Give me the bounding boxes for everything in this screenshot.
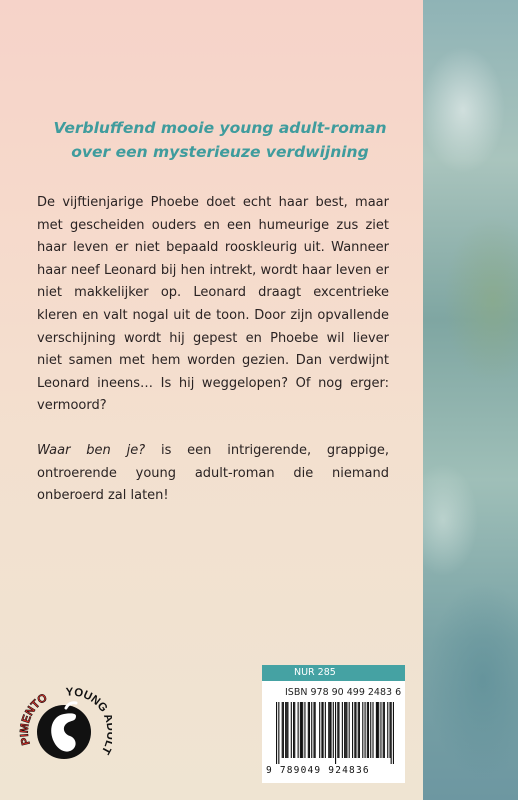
- tagline-line-2: over een mysterieuze verdwijning: [71, 143, 369, 161]
- pimento-young-adult-logo: [16, 684, 112, 780]
- barcode-bar: [315, 702, 316, 758]
- book-title: Waar ben je?: [37, 442, 146, 458]
- barcode-bar: [359, 702, 360, 758]
- barcode-bar: [325, 702, 326, 758]
- barcode-bar: [282, 702, 283, 758]
- barcode-bar: [308, 702, 309, 758]
- barcode-bar: [329, 702, 330, 758]
- barcode-bar: [365, 702, 366, 758]
- barcode-bar: [358, 702, 359, 758]
- barcode-bar: [335, 702, 336, 764]
- barcode-bar: [344, 702, 345, 758]
- barcode-bar: [355, 702, 356, 758]
- barcode-bar: [383, 702, 384, 758]
- barcode-bar: [345, 702, 346, 758]
- blurb: [37, 192, 389, 508]
- barcode-bar: [378, 702, 379, 758]
- barcode-bar: [368, 702, 369, 758]
- barcode-bar: [278, 702, 279, 764]
- blurb-paragraph-1: De vijftienjarige Phoebe doet echt haar best, maar met gescheiden ouders en een humeurige zus ziet haar leven er niet bepaald rooskleurig uit. Wanneer haar neef Leonard bij hen intrekt, wordt haar leven er niet makkelijker op. Leonard draagt excentrieke kleren en valt nogal uit de toon. Door zijn opvallende verschijning wordt hij gepest en Phoebe wil liever niet samen met hem worden gezien. Dan verdwijnt Leonard ineens… Is hij weggelopen? Of nog erger: vermoord?: [37, 195, 389, 414]
- barcode-bar: [328, 702, 329, 758]
- isbn-label: ISBN 978 90 499 2483 6: [285, 687, 402, 698]
- barcode-bar: [283, 702, 284, 758]
- barcode-bar: [294, 702, 295, 758]
- barcode-bars: [276, 702, 394, 764]
- barcode-panel: [262, 665, 405, 783]
- photo-strip: [423, 0, 518, 800]
- barcode-bar: [393, 702, 394, 764]
- barcode-bar: [346, 702, 347, 758]
- logo-icon: [16, 684, 112, 780]
- barcode-bar: [337, 702, 338, 758]
- barcode-bar: [384, 702, 385, 758]
- barcode-bar: [389, 702, 390, 758]
- barcode-bar: [291, 702, 292, 758]
- logo-text-right: YOUNG T: [65, 686, 112, 756]
- barcode-bar: [293, 702, 294, 758]
- barcode-bar: [309, 702, 310, 758]
- barcode-bar: [286, 702, 287, 758]
- barcode-bar: [376, 702, 377, 758]
- barcode-bar: [330, 702, 331, 758]
- barcode-bar: [319, 702, 320, 758]
- barcode-bar: [276, 702, 277, 764]
- barcode-bar: [372, 702, 373, 758]
- barcode-bar: [380, 702, 381, 758]
- barcode-bar: [387, 702, 388, 758]
- blurb-paragraph-2: [37, 440, 389, 508]
- barcode-bar: [333, 702, 334, 758]
- barcode-bar: [338, 702, 339, 758]
- barcode-bar: [301, 702, 302, 758]
- tagline: [40, 116, 400, 164]
- ean-digits: 9 789049 924836: [266, 765, 370, 776]
- barcode-bar: [321, 702, 322, 758]
- barcode-bar: [342, 702, 343, 758]
- barcode-bar: [302, 702, 303, 758]
- barcode-bar: [370, 702, 371, 758]
- barcode-bar: [300, 702, 301, 758]
- barcode-bar: [298, 702, 299, 758]
- barcode-bar: [391, 702, 392, 764]
- barcode-bar: [362, 702, 363, 758]
- barcode-bar: [311, 702, 312, 758]
- barcode-bar: [367, 702, 368, 758]
- barcode-bar: [377, 702, 378, 758]
- barcode-bar: [304, 702, 305, 758]
- nur-label: NUR 285: [262, 665, 405, 681]
- barcode-bar: [323, 702, 324, 758]
- barcode-bar: [313, 702, 314, 758]
- barcode-bar: [354, 702, 355, 758]
- barcode-bar: [285, 702, 286, 758]
- barcode-bar: [352, 702, 353, 758]
- logo-text-left: PIMENTO: [18, 691, 50, 747]
- blurb-paragraph-2-text: is een intrigerende, grappige, ontroerende young adult-roman die niemand onberoerd zal laten!: [37, 442, 389, 504]
- tagline-line-1: Verbluffend mooie young adult-roman: [53, 119, 387, 137]
- barcode-bar: [287, 702, 288, 758]
- barcode-bar: [349, 702, 350, 758]
